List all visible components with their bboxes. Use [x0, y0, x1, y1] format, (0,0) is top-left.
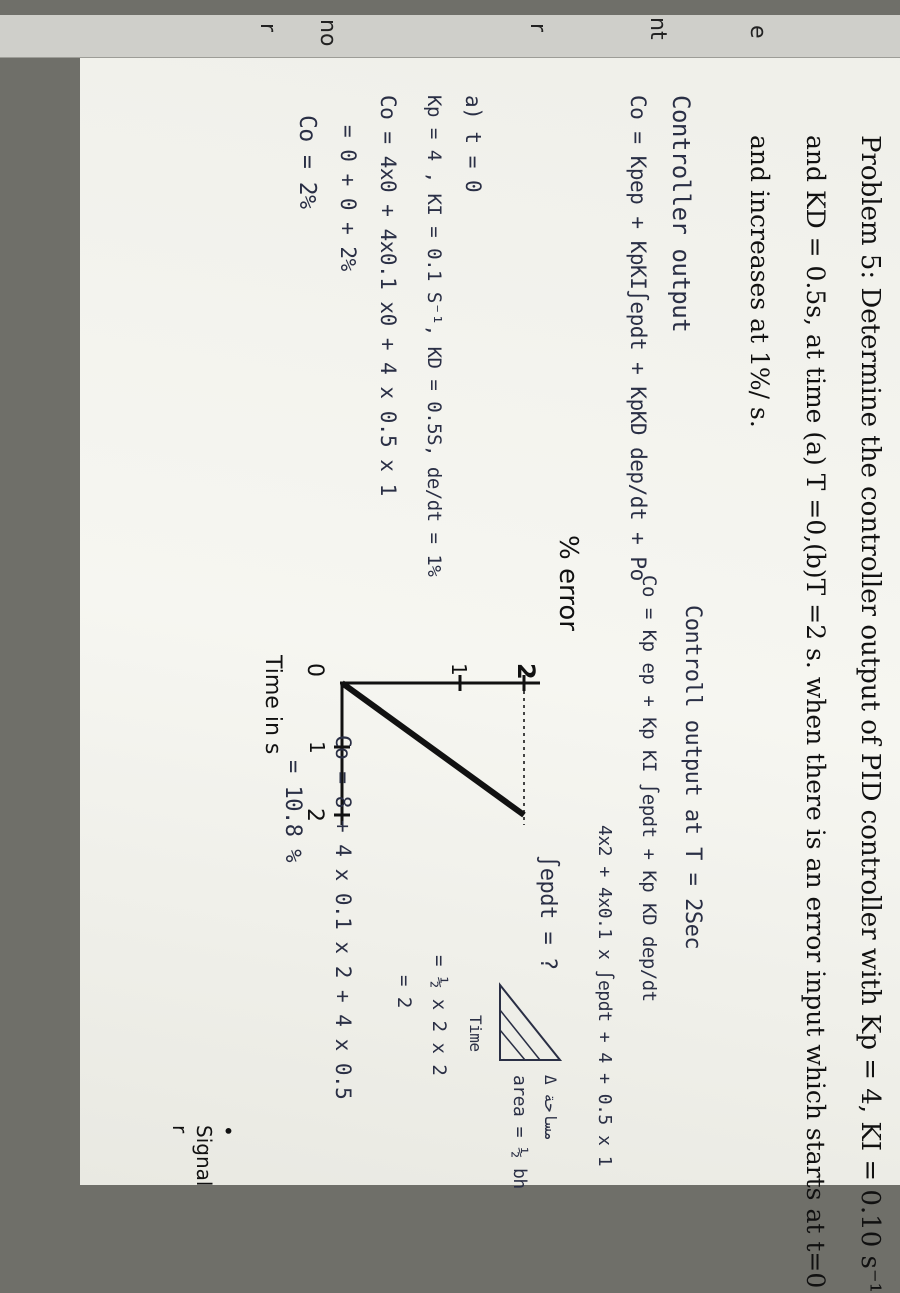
error-ramp-line	[342, 683, 524, 815]
notes-left-part-a: a) t = 0	[461, 95, 485, 193]
margin-text: r	[525, 23, 550, 33]
notes-right-calc-1: = ½ x 2 x 2	[428, 955, 450, 1076]
notes-left-given: Kp = 4 , KI = 0.1 S⁻¹, KD = 0.5S, de/dt = 1%	[423, 95, 445, 577]
notes-left-heading: Controller output	[667, 95, 695, 333]
left-margin-strip	[0, 15, 900, 58]
hatch-line	[500, 1010, 540, 1060]
triangle-area-sketch	[490, 980, 570, 1070]
graph-xtick-2: 2	[302, 808, 327, 822]
hatch-line	[500, 1030, 525, 1060]
notes-left-equation-3: = 0 + 0 + 2%	[336, 125, 360, 271]
paper-sheet	[80, 15, 900, 1293]
notes-right-area: area = ½ bh	[509, 1075, 530, 1189]
problem-line-2: and KD = 0.5s, at time (a) T =0,(b)T =2 s. when there is an error input which starts at t=0	[801, 135, 830, 1289]
notes-right-heading: Controll output at T = 2Sec	[680, 605, 705, 950]
bottom-bullet-text: • Signal r	[168, 1125, 240, 1187]
graph-ytick-1: 1	[447, 663, 471, 676]
notes-left-equation-2: Co = 4x0 + 4x0.1 x0 + 4 x 0.5 x 1	[376, 95, 400, 496]
error-ramp-graph	[280, 525, 600, 855]
triangle-icon	[500, 985, 560, 1060]
notes-right-equation-1: Co = Kp ep + Kp KI ∫epdt + Kp KD dep/dt	[638, 575, 660, 1002]
margin-text: nt	[645, 17, 670, 40]
problem-line-3: and increases at 1%/ s.	[745, 135, 774, 428]
graph-xlabel: Time in s	[260, 655, 285, 755]
notes-right-arabic: Δ مساحة	[541, 1075, 560, 1142]
margin-text: no	[315, 19, 340, 47]
notes-right-result: = 10.8 %	[280, 760, 305, 862]
notes-left-equation-1: Co = Kpep + KpKI∫epdt + KpKD dep/dt + Po	[626, 95, 650, 581]
margin-text: r	[255, 23, 280, 33]
notes-right-calc-2: = 2	[393, 975, 415, 1008]
graph-origin: 0	[302, 663, 327, 677]
graph-xtick-1: 1	[305, 741, 329, 754]
notes-right-equation-2: 4x2 + 4x0.1 x ∫epdt + 4 + 0.5 x 1	[594, 825, 615, 1167]
problem-line-1: Problem 5: Determine the controller output of PID controller with Kp = 4, KI = 0.10 s⁻¹	[855, 135, 885, 1293]
notes-right-time: Time	[466, 1015, 485, 1052]
graph-ytick-2: 2	[512, 663, 540, 680]
margin-text: e	[745, 25, 770, 39]
notes-right-equation-3: Co = 8 + 4 x 0.1 x 2 + 4 x 0.5	[331, 735, 355, 1100]
notes-right-integral: ∫epdt = ?	[535, 855, 560, 970]
graph-ylabel: % error	[553, 535, 583, 631]
notes-left-result: Co = 2%	[294, 115, 320, 209]
